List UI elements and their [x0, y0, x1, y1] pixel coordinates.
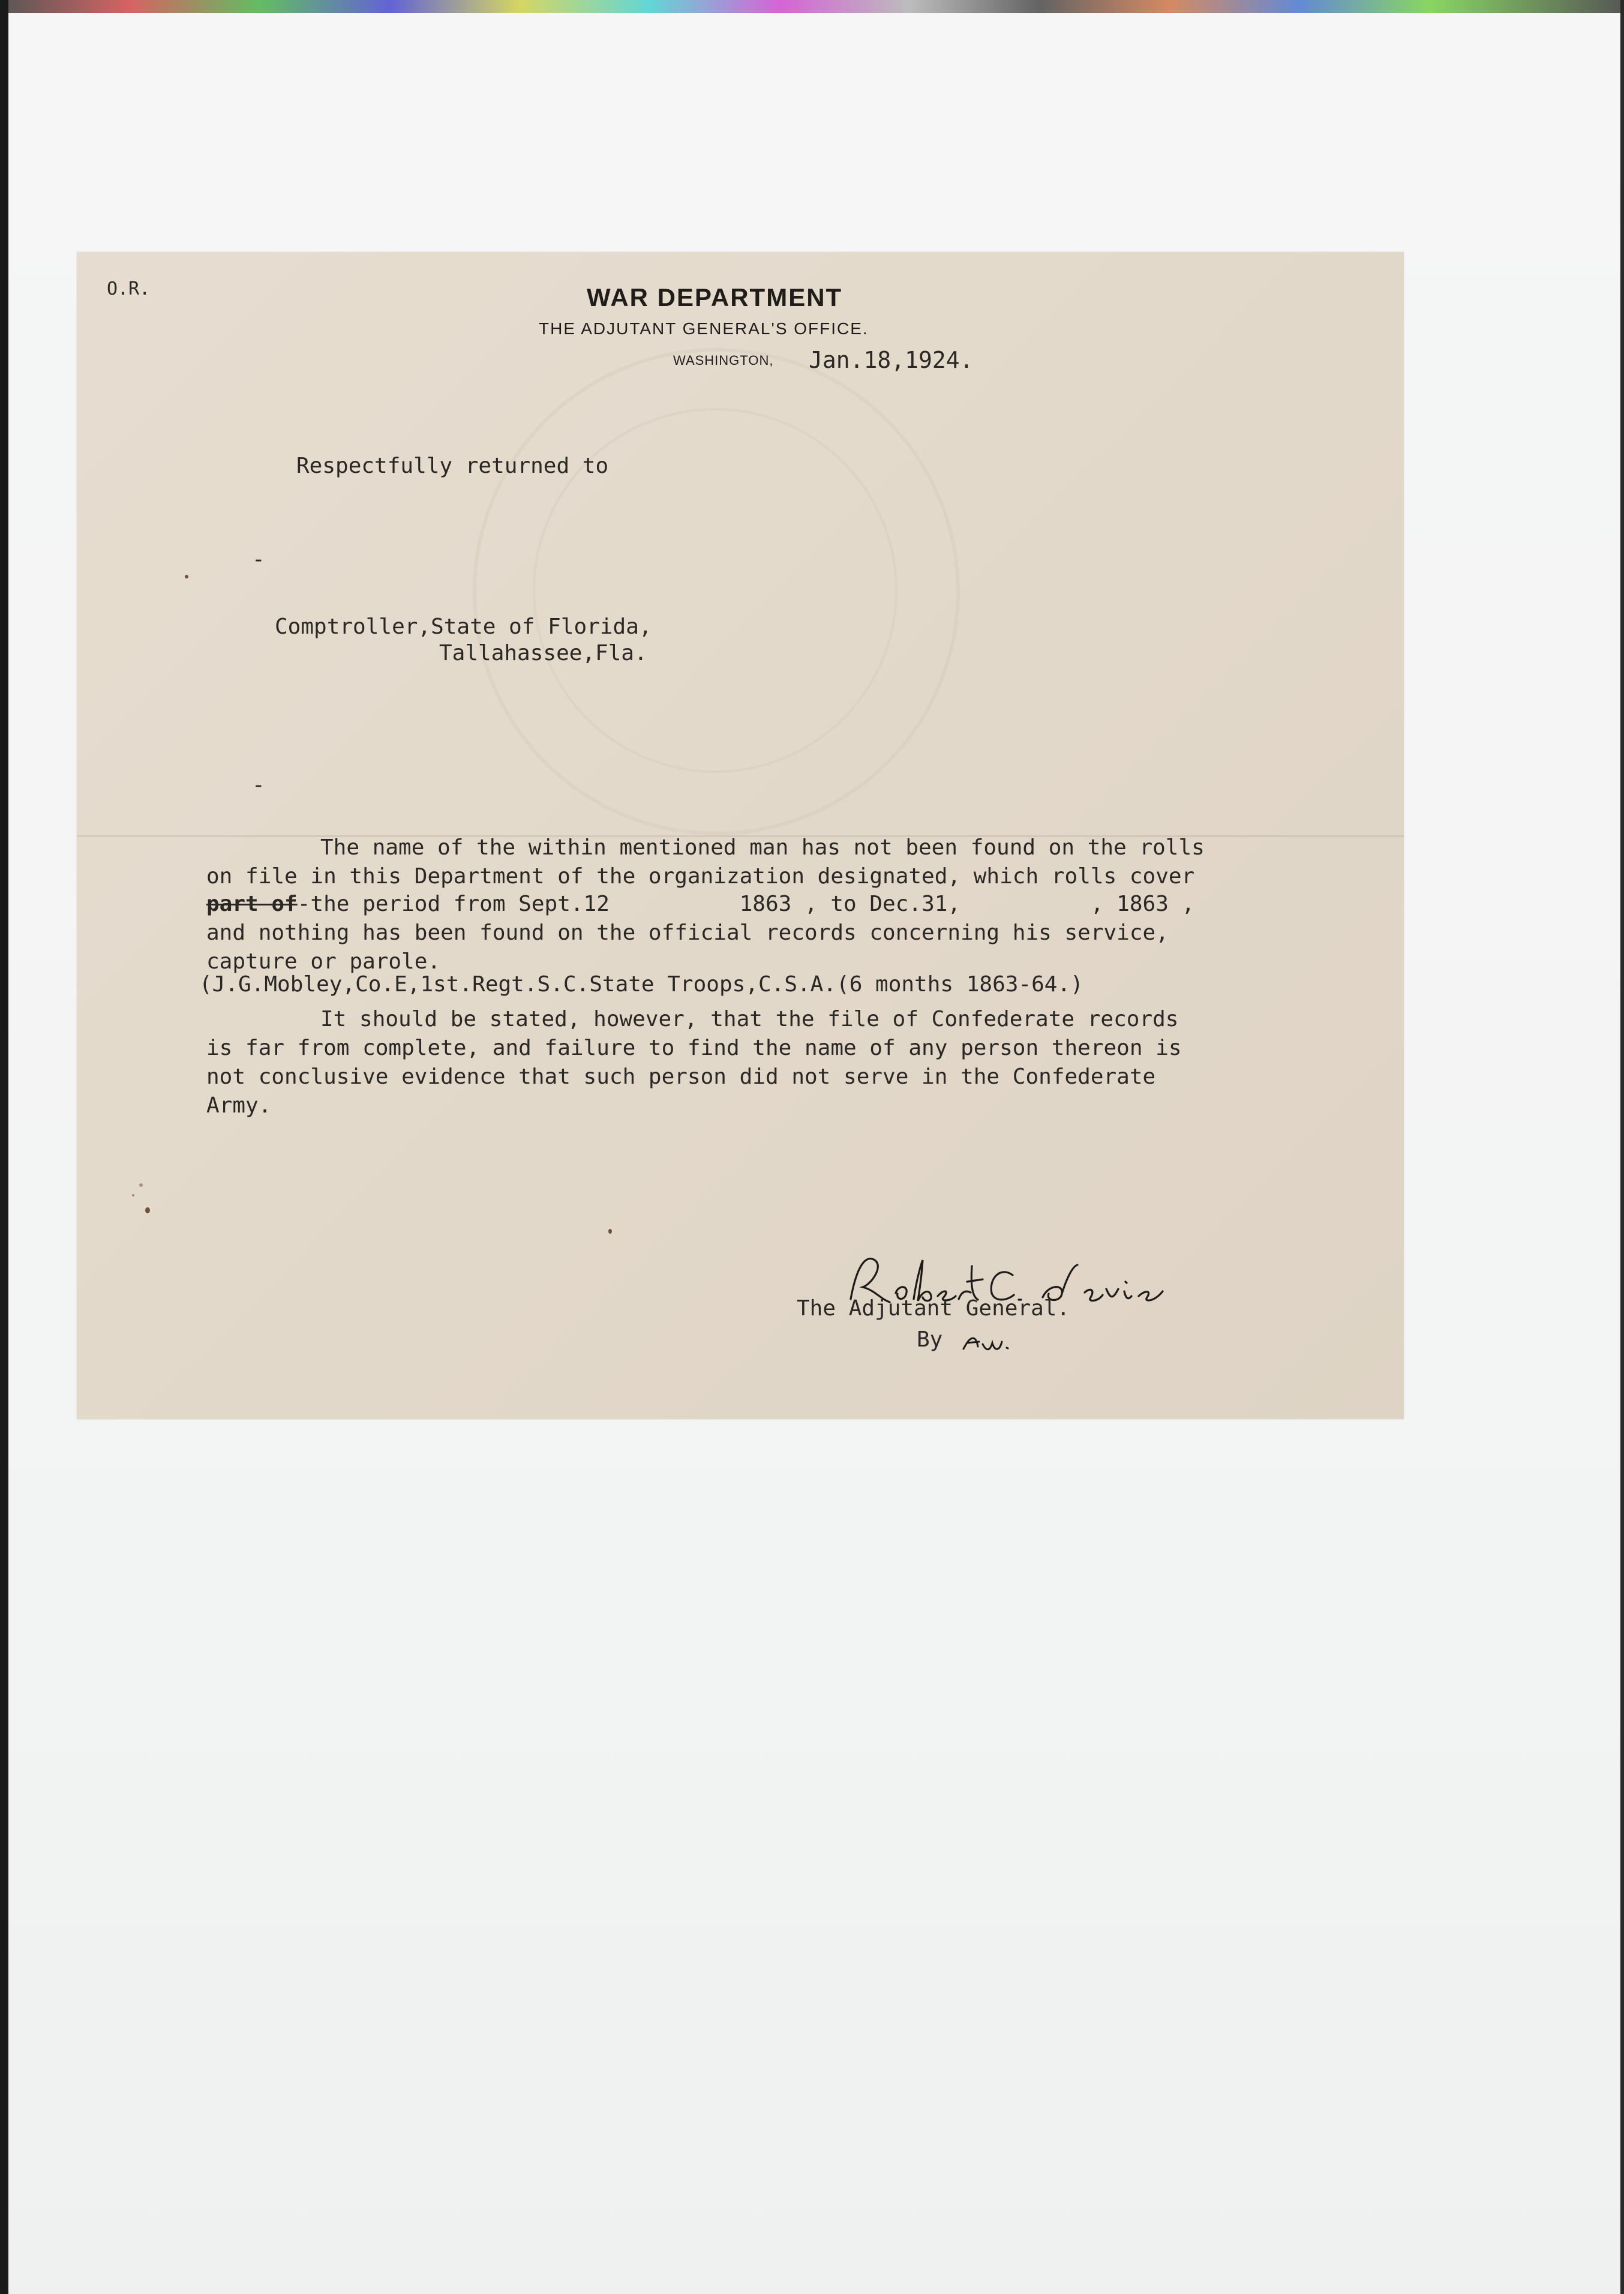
scanner-color-calibration-strip: [0, 0, 1624, 13]
recipient-line-1: Comptroller,State of Florida,: [275, 614, 652, 639]
file-mark: O.R.: [107, 278, 151, 299]
para1-line-5: capture or parole.: [206, 949, 441, 974]
paper-blemish: [132, 1194, 134, 1197]
para2-line-2: is far from complete, and failure to find the name of any person thereon is: [206, 1036, 1182, 1060]
para2-line-4: Army.: [206, 1093, 272, 1118]
paper-blemish: [145, 1207, 150, 1213]
para2-line-3: not conclusive evidence that such person did not serve in the Confederate: [206, 1064, 1156, 1089]
para1-line-4: and nothing has been found on the official records concerning his service,: [206, 920, 1169, 945]
paper-blemish: [139, 1183, 143, 1187]
by-label: By: [917, 1327, 943, 1352]
letterhead-department: WAR DEPARTMENT: [587, 283, 843, 311]
address-dash-bottom: -: [252, 773, 265, 797]
return-intro: Respectfully returned to: [296, 454, 609, 478]
scan-right-edge: [1620, 0, 1624, 2294]
para1-line-3: [206, 892, 1194, 916]
para1-line-1: The name of the within mentioned man has not been found on the rolls: [320, 835, 1205, 860]
scan-left-edge: [0, 0, 8, 2294]
paper-blemish: [608, 1229, 612, 1234]
letter-date: Jan.18,1924.: [809, 347, 974, 373]
letterhead-office: THE ADJUTANT GENERAL'S OFFICE.: [539, 319, 869, 338]
soldier-identification: (J.G.Mobley,Co.E,1st.Regt.S.C.State Troops,C.S.A.(6 months 1863-64.): [199, 972, 1083, 997]
letterhead-location: WASHINGTON,: [673, 353, 774, 368]
scan-background: [8, 13, 1620, 2294]
recipient-line-2: Tallahassee,Fla.: [439, 641, 647, 665]
paper-blemish: [185, 575, 188, 578]
handwritten-initials: [959, 1326, 1025, 1356]
document-sheet: [77, 252, 1404, 1419]
period-text: -the period from Sept.12 1863 , to Dec.31, , 1863 ,: [297, 892, 1195, 916]
para2-line-1: It should be stated, however, that the file of Confederate records: [320, 1007, 1179, 1031]
para1-line-2: on file in this Department of the organization designated, which rolls cover: [206, 864, 1195, 889]
address-dash-top: -: [252, 547, 265, 572]
struck-text: part of: [206, 892, 298, 916]
signatory-title: The Adjutant General.: [797, 1296, 1070, 1321]
